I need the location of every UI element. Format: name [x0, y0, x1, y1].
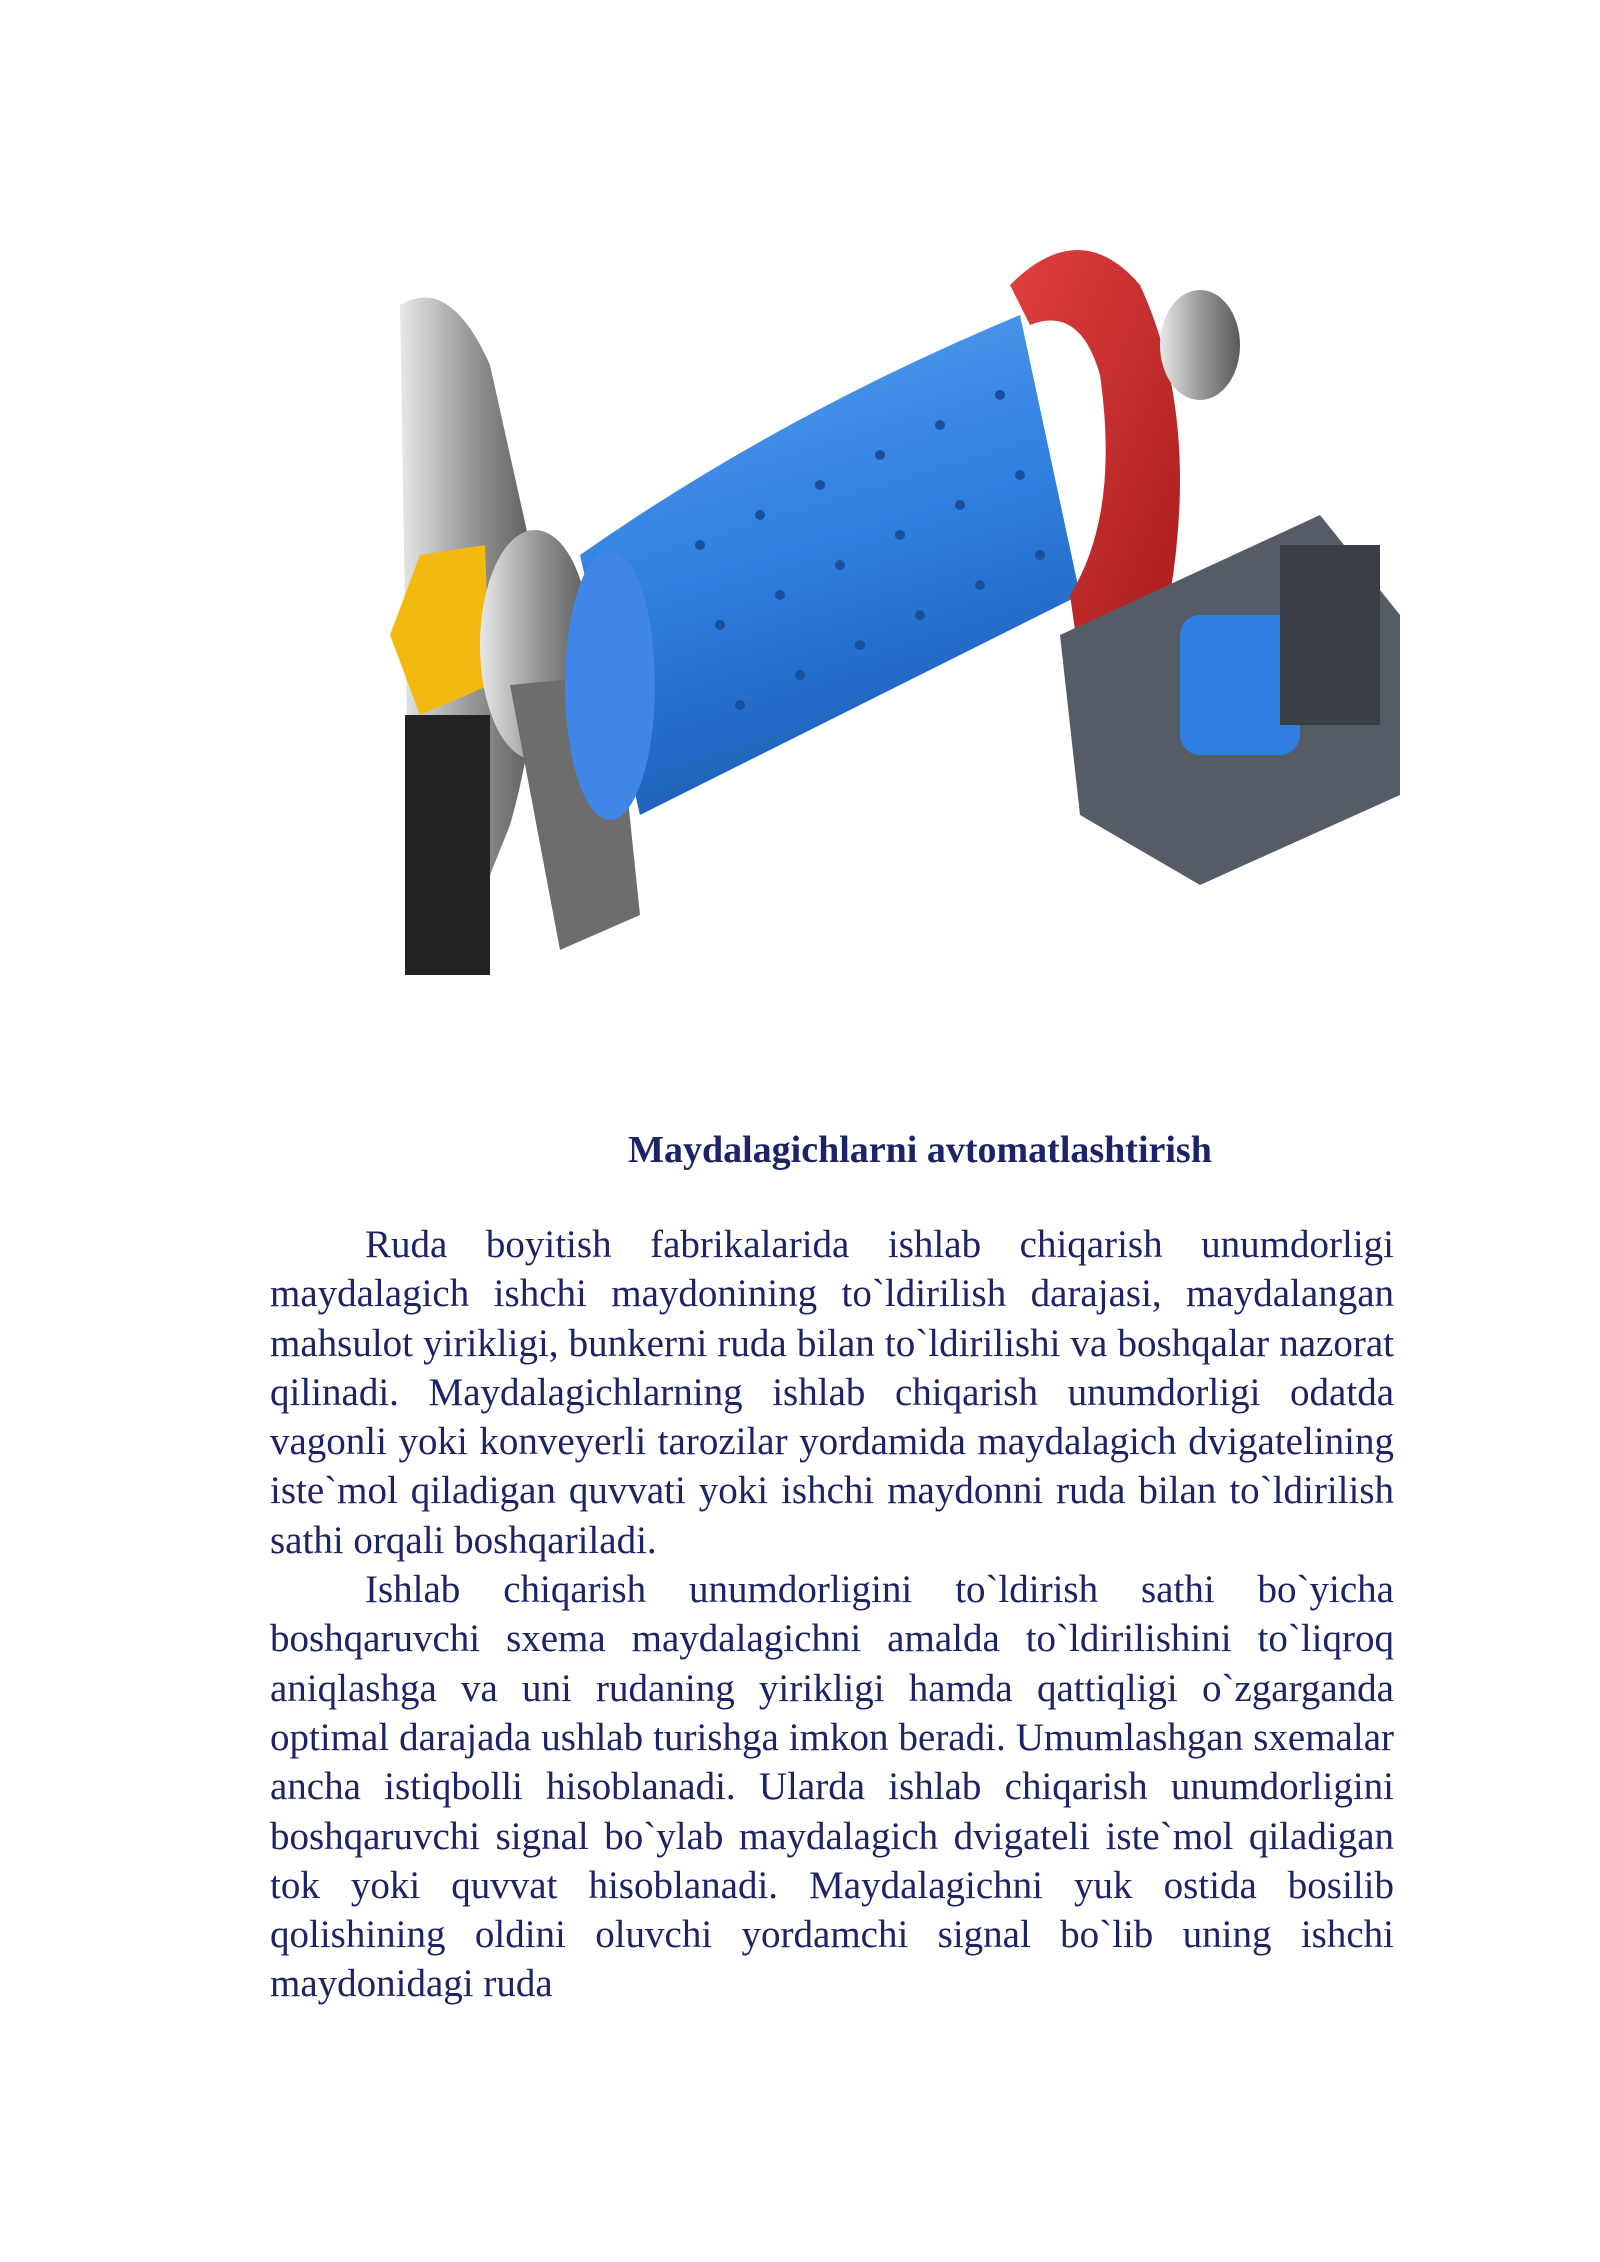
paragraph: Ruda boyitish fabrikalarida ishlab chiqarish unumdorligi maydalagich ishchi maydonining to`ldirilish darajasi, maydalangan mahsulot yirikligi, bunkerni ruda bilan to`ldirilishi va boshqalar nazorat qilinadi. Maydalagichlarning ishlab chiqarish unumdorligi odatda vagonli yoki konveyerli tarozilar yordamida maydalagich dvigatelining iste`mol qiladigan quvvati yoki ishchi maydonni ruda bilan to`ldirilish sathi orqali boshqariladi. — [270, 1223, 1394, 1562]
drum-shape — [580, 315, 1080, 815]
end-plate-shadow — [405, 715, 490, 975]
ball-mill-figure — [380, 215, 1560, 1015]
gearbox-shape — [1280, 545, 1380, 725]
discharge-trunnion-shape — [1160, 290, 1240, 400]
page-title: Maydalagichlarni avtomatlashtirish — [628, 1129, 1212, 1171]
paragraph: Ishlab chiqarish unumdorligini to`ldirish sathi bo`yicha boshqaruvchi sxema maydalagichni amalda to`ldirilishini to`liqroq aniqlashga va uni rudaning yirikligi hamda qattiqligi o`zgarganda optimal darajada ushlab turishga imkon beradi. Umumlashgan sxemalar ancha istiqbolli hisoblanadi. Ularda ishlab chiqarish unumdorligini boshqaruvchi signal bo`ylab maydalagich dvigateli iste`mol qiladigan tok yoki quvvat hisoblanadi. Maydalagichni yuk ostida bosilib qolishining oldini oluvchi yordamchi signal bo`lib uning ishchi maydonidagi ruda — [270, 1568, 1394, 2006]
body-text — [270, 1220, 1394, 2009]
drum-flange-shape — [565, 550, 655, 820]
